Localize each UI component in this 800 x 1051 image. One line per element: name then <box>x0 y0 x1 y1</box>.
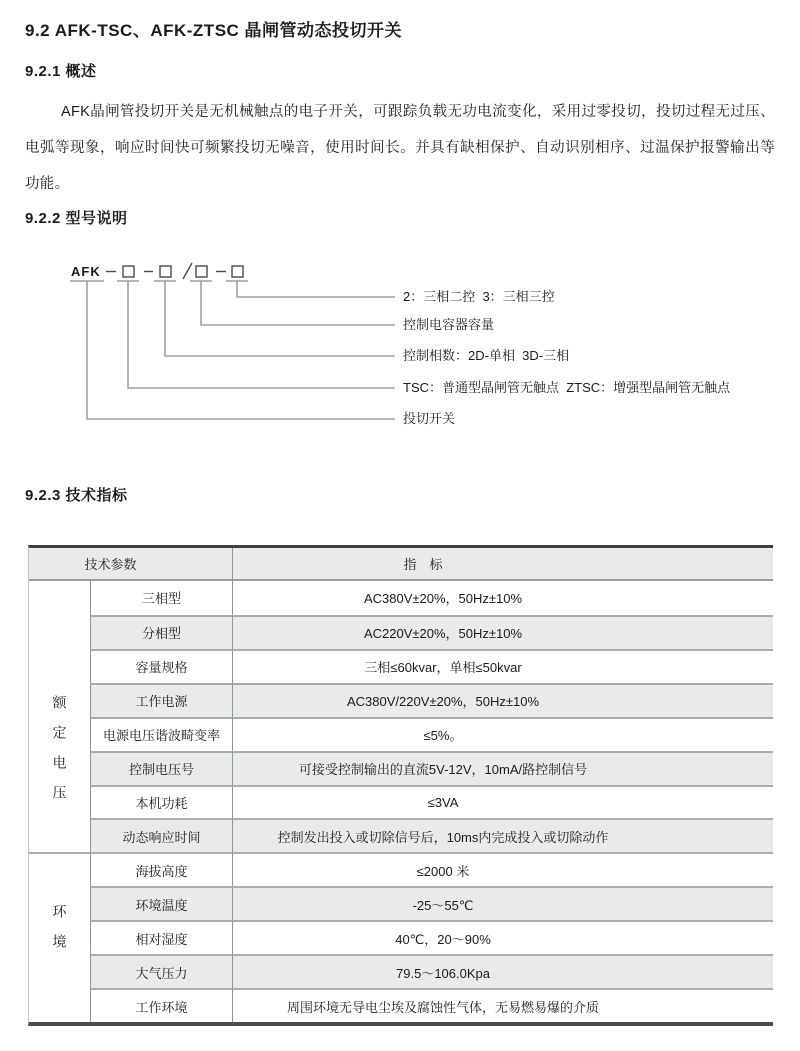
spec-param-cell: 大气压力 <box>90 954 232 988</box>
spec-param-cell: 动态响应时间 <box>90 818 232 852</box>
group-label-rated-voltage <box>29 581 90 852</box>
spec-value-cell: 三相≤60kvar，单相≤50kvar <box>232 649 773 683</box>
spec-value-cell: AC380V±20%，50Hz±10% <box>232 581 773 615</box>
placeholder-boxes <box>123 266 243 277</box>
group-label-text: 额定电压 <box>51 695 68 815</box>
spec-param-cell: 环境温度 <box>90 886 232 920</box>
spec-param-cell: 电源电压谐波畸变率 <box>90 717 232 751</box>
page-title: 9.2 AFK-TSC、AFK-ZTSC 晶闸管动态投切开关 <box>25 21 403 40</box>
spec-param-cell: 相对湿度 <box>90 920 232 954</box>
table-header-parameter: 技术参数 <box>29 548 232 581</box>
model-prefix: AFK <box>71 264 101 279</box>
group-label-environment <box>29 852 90 1022</box>
model-label-capacitor-capacity: 控制电容器容量 <box>403 317 495 332</box>
model-label-type: TSC：普通型晶闸管无触点 ZTSC：增强型晶闸管无触点 <box>403 380 731 395</box>
specs-table <box>28 545 773 1026</box>
model-code-separators <box>106 263 226 279</box>
model-label-phase-number: 控制相数：2D-单相 3D-三相 <box>403 348 570 363</box>
model-label-switch: 投切开关 <box>403 411 456 426</box>
section-heading-overview: 9.2.1 概述 <box>25 63 97 80</box>
spec-param-cell: 工作电源 <box>90 683 232 717</box>
spec-param-cell: 海拔高度 <box>90 852 232 886</box>
model-label-phase-control: 2：三相二控 3：三相三控 <box>403 289 555 304</box>
spec-value-cell: 可接受控制输出的直流5V-12V，10mA/路控制信号 <box>232 751 773 785</box>
spec-param-cell: 容量规格 <box>90 649 232 683</box>
table-header-value: 指 标 <box>232 548 773 581</box>
spec-param-cell: 本机功耗 <box>90 785 232 819</box>
spec-value-cell: ≤2000 米 <box>232 852 773 886</box>
spec-value-cell: AC380V/220V±20%，50Hz±10% <box>232 683 773 717</box>
spec-value-cell: AC220V±20%，50Hz±10% <box>232 615 773 649</box>
spec-param-cell: 工作环境 <box>90 988 232 1022</box>
spec-value-cell: ≤5%。 <box>232 717 773 751</box>
spec-value-cell: 控制发出投入或切除信号后，10ms内完成投入或切除动作 <box>232 818 773 852</box>
spec-value-cell: 周围环境无导电尘埃及腐蚀性气体，无易燃易爆的介质 <box>232 988 773 1022</box>
spec-value-cell: ≤3VA <box>232 785 773 819</box>
spec-value-cell: -25～55℃ <box>232 886 773 920</box>
connector-lines <box>70 281 395 419</box>
spec-param-cell: 三相型 <box>90 581 232 615</box>
section-heading-model: 9.2.2 型号说明 <box>25 210 128 227</box>
section-heading-specs: 9.2.3 技术指标 <box>25 487 128 504</box>
spec-value-cell: 40℃，20～90% <box>232 920 773 954</box>
spec-param-cell: 分相型 <box>90 615 232 649</box>
spec-value-cell: 79.5～106.0Kpa <box>232 954 773 988</box>
overview-paragraph: AFK晶闸管投切开关是无机械触点的电子开关，可跟踪负载无功电流变化，采用过零投切，投切过程无过压、电弧等现象，响应时间快可频繁投切无噪音，使用时间长。并具有缺相保护、自动识别相序、过温保护报警输出等功能。 <box>25 104 775 192</box>
group-label-text: 环境 <box>51 904 68 965</box>
spec-param-cell: 控制电压号 <box>90 751 232 785</box>
